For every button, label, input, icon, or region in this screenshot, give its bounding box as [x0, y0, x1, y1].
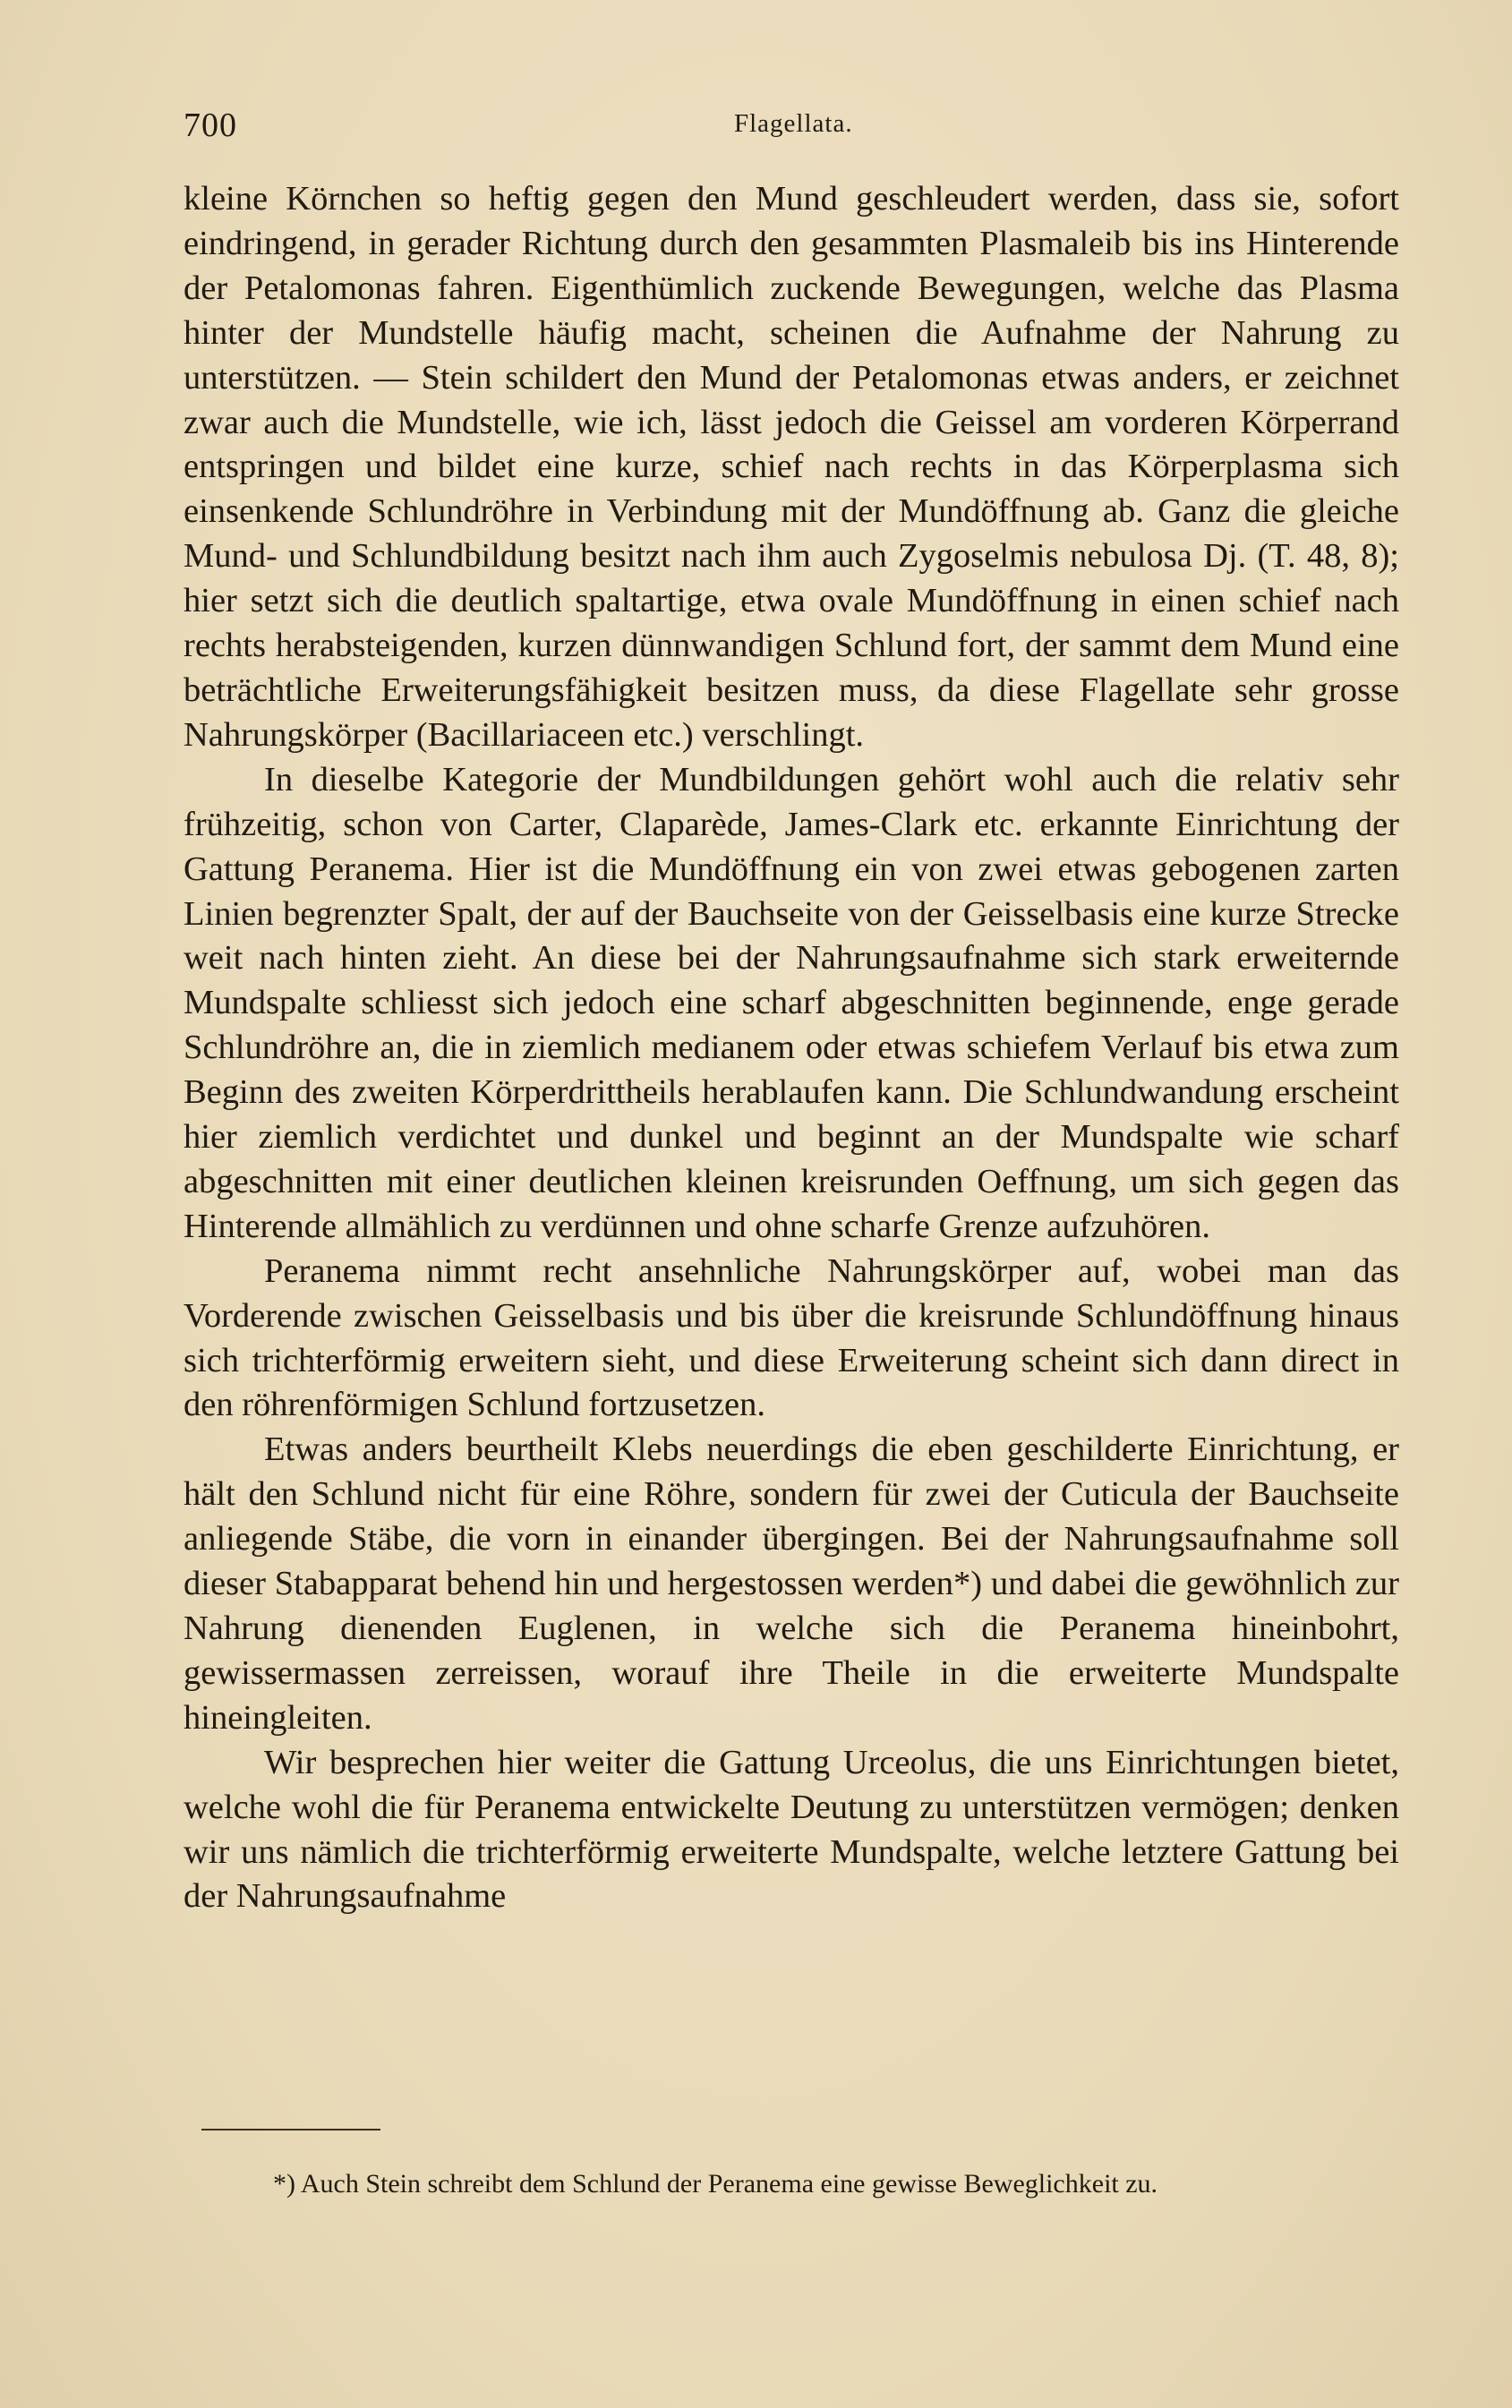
paragraph-2: In dieselbe Kategorie der Mundbildungen gehört wohl auch die relativ sehr frühzeitig, schon von Carter, Claparède, James-Clark etc. erkannte Einrichtung der Gattung Peranema. Hier ist die Mundöffnung ein von zwei etwas gebogenen zarten Linien begrenzter Spalt, der auf der Bauchseite von der Geisselbasis eine kurze Strecke weit nach hinten zieht. An diese bei der Nahrungsaufnahme sich stark erweiternde Mundspalte schliesst sich jedoch eine scharf abgeschnitten beginnende, enge gerade Schlundröhre an, die in ziemlich medianem oder etwas schiefem Verlauf bis etwa zum Beginn des zweiten Körperdrittheils herablaufen kann. Die Schlundwandung erscheint hier ziemlich verdichtet und dunkel und beginnt an der Mundspalte wie scharf abgeschnitten mit einer deutlichen kleinen kreisrunden Oeffnung, um sich gegen das Hinterende allmählich zu verdünnen und ohne scharfe Grenze aufzuhören. — [184, 760, 1399, 1245]
footnote: *) Auch Stein schreibt dem Schlund der Peranema eine gewisse Beweglichkeit zu. — [273, 2169, 1158, 2199]
paragraph-5: Wir besprechen hier weiter die Gattung Urceolus, die uns Einrichtungen bietet, welche wohl die für Peranema entwickelte Deutung zu unterstützen vermögen; denken wir uns nämlich die trichterförmig erweiterte Mundspalte, welche letztere Gattung bei der Nahrungsaufnahme — [184, 1743, 1399, 1916]
paragraph-4: Etwas anders beurtheilt Klebs neuerdings die eben geschilderte Einrichtung, er hält den Schlund nicht für eine Röhre, sondern für zwei der Cuticula der Bauchseite anliegende Stäbe, die vorn in einander übergingen. Bei der Nahrungsaufnahme soll dieser Stabapparat behend hin und hergestossen werden*) und dabei die gewöhnlich zur Nahrung dienenden Euglenen, in welche sich die Peranema hineinbohrt, gewissermassen zerreissen, worauf ihre Theile in die erweiterte Mundspalte hineingleiten. — [184, 1430, 1399, 1737]
paragraph-1: kleine Körnchen so heftig gegen den Mund geschleudert werden, dass sie, sofort eindringend, in gerader Richtung durch den gesammten Plasmaleib bis ins Hinterende der Petalomonas fahren. Eigenthümlich zuckende Bewegungen, welche das Plasma hinter der Mundstelle häufig macht, scheinen die Aufnahme der Nahrung zu unterstützen. — Stein schildert den Mund der Petalomonas etwas anders, er zeichnet zwar auch die Mundstelle, wie ich, lässt jedoch die Geissel am vorderen Körperrand entspringen und bildet eine kurze, schief nach rechts in das Körperplasma sich einsenkende Schlundröhre in Verbindung mit der Mundöffnung ab. Ganz die gleiche Mund- und Schlundbildung besitzt nach ihm auch Zygoselmis nebulosa Dj. (T. 48, 8); hier setzt sich die deutlich spaltartige, etwa ovale Mundöffnung in einen schief nach rechts herabsteigenden, kurzen dünnwandigen Schlund fort, der sammt dem Mund eine beträchtliche Erweiterungsfähigkeit besitzen muss, da diese Flagellate sehr grosse Nahrungskörper (Bacillariaceen etc.) verschlingt. — [184, 180, 1399, 754]
page-header — [184, 106, 1401, 159]
running-head: Flagellata. — [734, 109, 853, 138]
page-number: 700 — [184, 107, 237, 144]
body-text — [184, 177, 1399, 1919]
footnote-divider — [201, 2129, 380, 2130]
paragraph-3: Peranema nimmt recht ansehnliche Nahrungskörper auf, wobei man das Vorderende zwischen Geisselbasis und bis über die kreisrunde Schlundöffnung hinaus sich trichterförmig erweitern sieht, und diese Erweiterung scheint sich dann direct in den röhrenförmigen Schlund fortzusetzen. — [184, 1251, 1399, 1424]
